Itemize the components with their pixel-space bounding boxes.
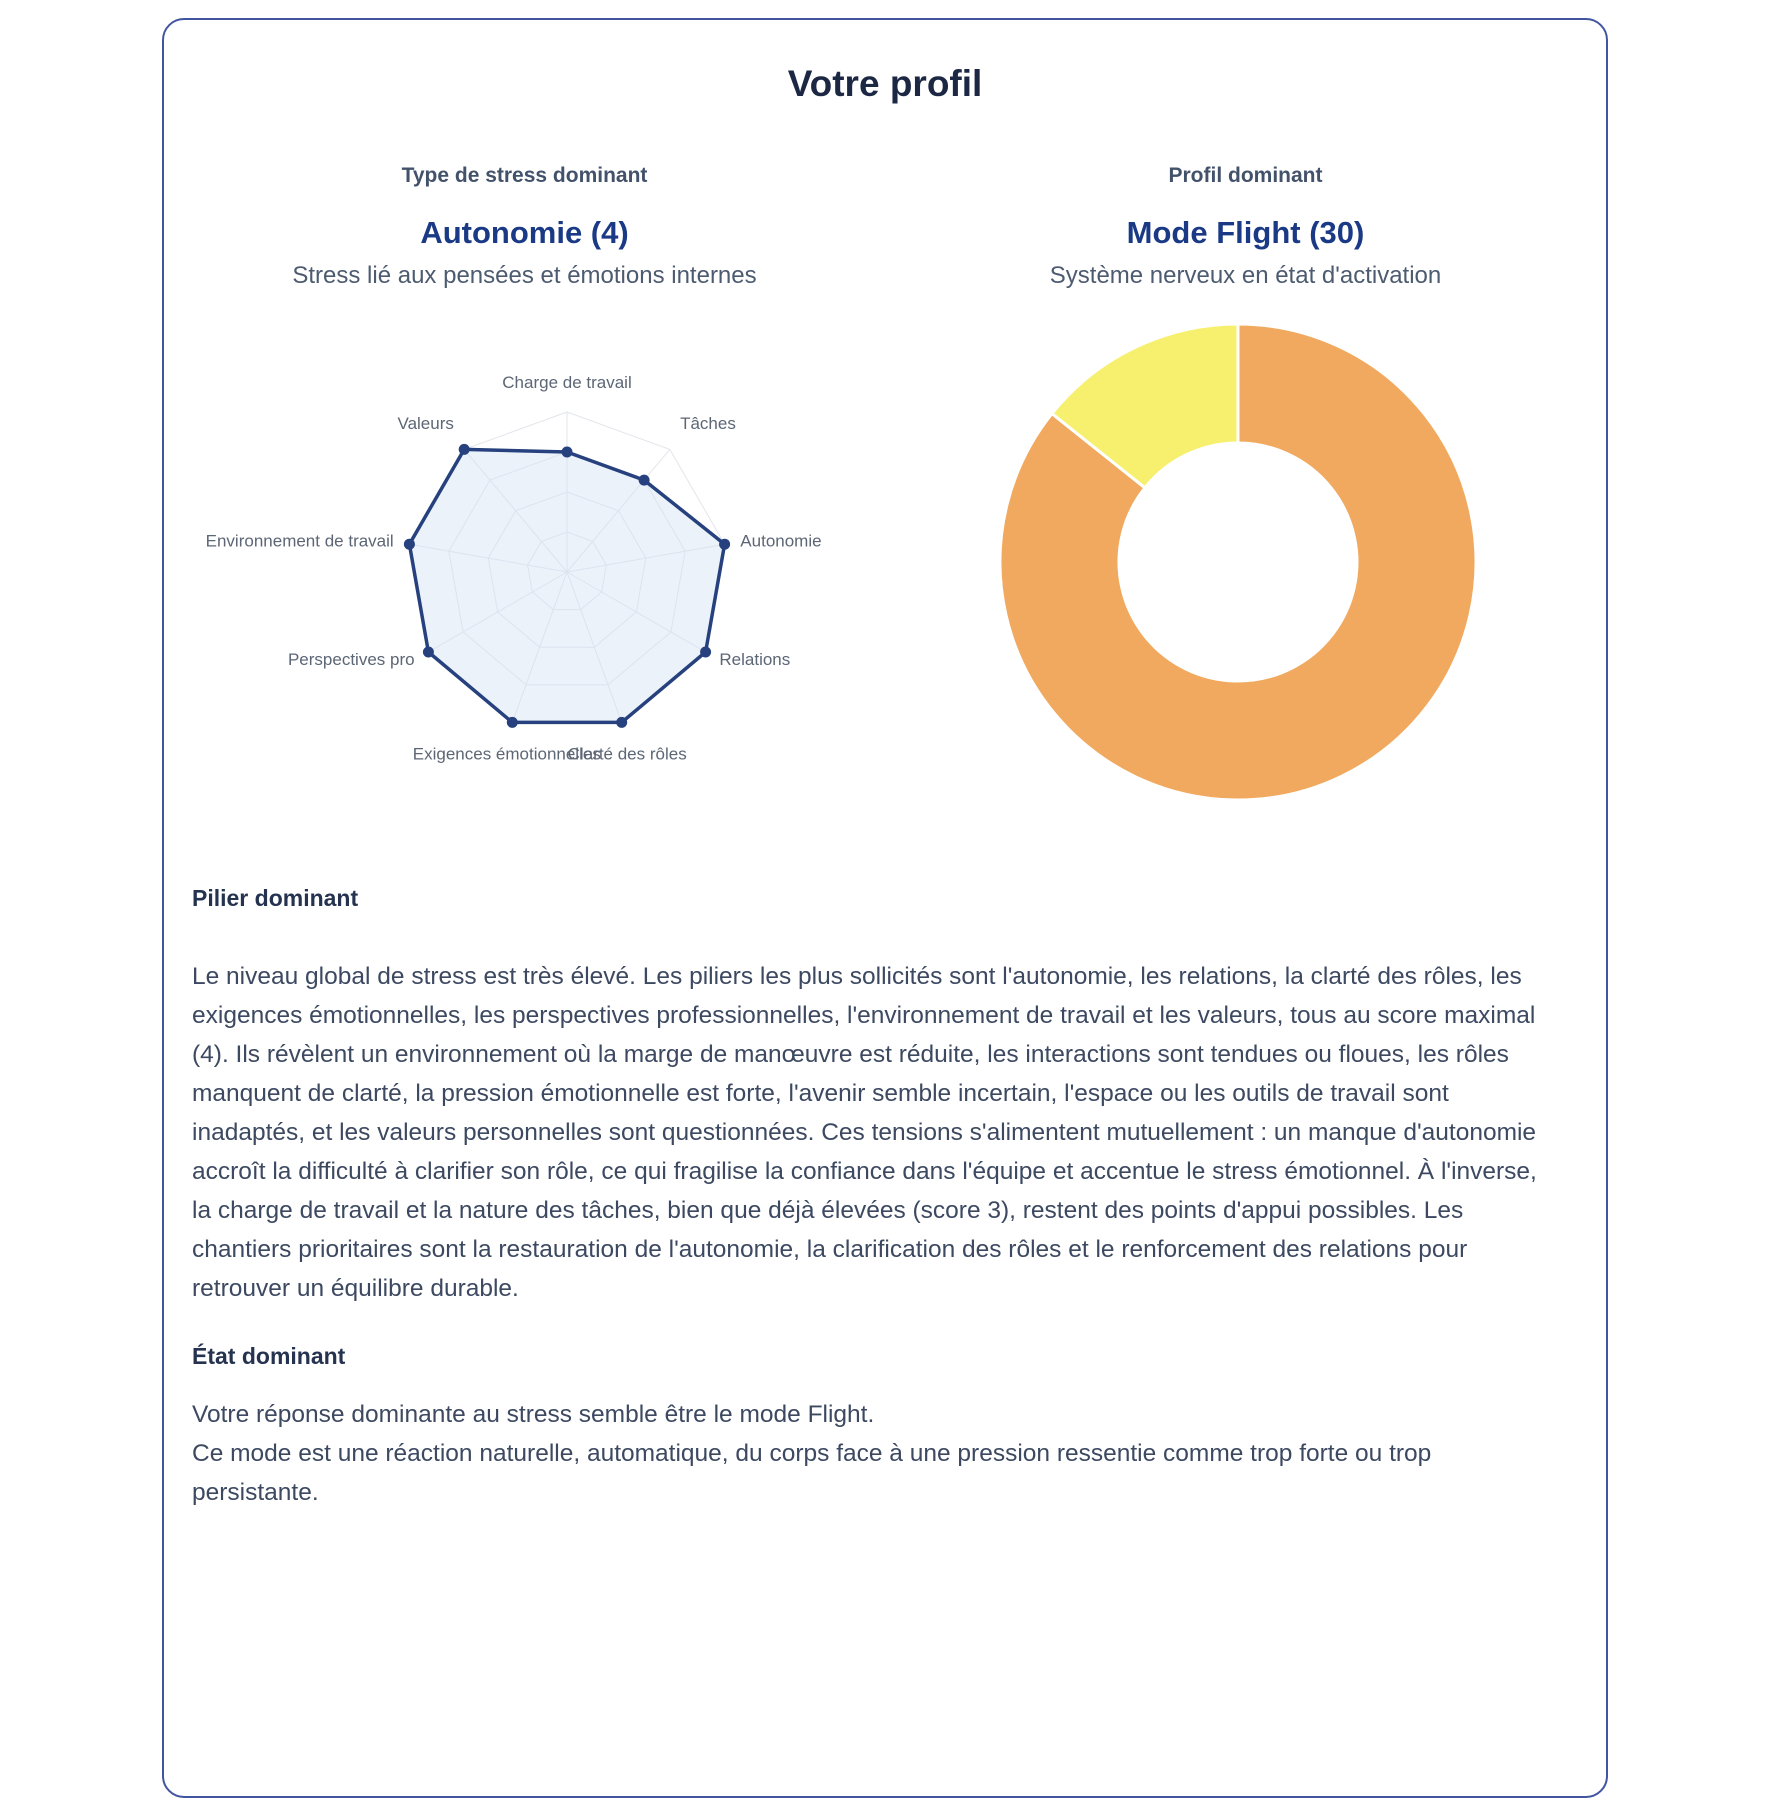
stress-type-label: Type de stress dominant (401, 164, 648, 187)
stress-type-subtitle: Stress lié aux pensées et émotions internes (292, 262, 757, 289)
pilier-dominant-section (192, 885, 1544, 1308)
pilier-dominant-heading: Pilier dominant (192, 885, 359, 911)
radar-chart (165, 330, 885, 800)
profile-panel (885, 163, 1606, 807)
stress-type-value: Autonomie (4) (420, 215, 629, 250)
etat-dominant-line-1: Votre réponse dominante au stress semble être le mode Flight. (192, 1401, 875, 1428)
radar-axis-label: Relations (718, 650, 790, 669)
profile-value: Mode Flight (30) (1126, 215, 1365, 250)
profile-label: Profil dominant (1168, 164, 1323, 187)
page-title: Votre profil (787, 63, 983, 104)
radar-axis-label: Environnement de travail (205, 531, 394, 551)
pilier-dominant-paragraph: Le niveau global de stress est très élevé. Les piliers les plus sollicités sont l'autonomie, les relations, la clarté des rôles, les exigences émotionnelles, les perspectives professionnelles, l'environnement de travail et les valeurs, tous au score maximal (4). Ils révèlent un environnement où la marge de manœuvre est réduite, les interactions sont tendues ou floues, les rôles manquent de clarté, la pression émotionnelle est forte, l'avenir semble incertain, l'espace ou les outils de travail sont inadaptés, et les valeurs personnelles sont questionnées. Ces tensions s'alimentent mutuellement : un manque d'autonomie accroît la difficulté à clarifier son rôle, ce qui fragilise la confiance dans l'équipe et accentue le stress émotionnel. À l'inverse, la charge de travail et la nature des tâches, bien que déjà élevées (score 3), restent des points d'appui possibles. Les chantiers prioritaires sont la restauration de l'autonomie, la clarification des rôles et le renforcement des relations pour retrouver un équilibre durable. (192, 963, 1537, 1302)
radar-axis-label: Clarté des rôles (567, 744, 687, 764)
etat-dominant-section (192, 1343, 1544, 1512)
radar-axis-label: Tâches (679, 414, 736, 434)
stress-type-panel (164, 163, 885, 807)
charts-row (164, 163, 1606, 807)
donut-chart (998, 322, 1478, 802)
radar-axis-label: Exigences émotionnelles (412, 744, 601, 764)
radar-axis-label: Valeurs (397, 414, 454, 434)
radar-axis-label: Perspectives pro (287, 650, 415, 669)
etat-dominant-heading: État dominant (192, 1343, 346, 1369)
etat-dominant-line-2: Ce mode est une réaction naturelle, automatique, du corps face à une pression ressentie comme trop forte ou trop persistante. (192, 1440, 1432, 1506)
profile-card (162, 18, 1608, 1798)
profile-subtitle: Système nerveux en état d'activation (1049, 262, 1442, 289)
radar-axis-label: Charge de travail (501, 373, 632, 392)
radar-axis-label: Autonomie (739, 531, 822, 551)
